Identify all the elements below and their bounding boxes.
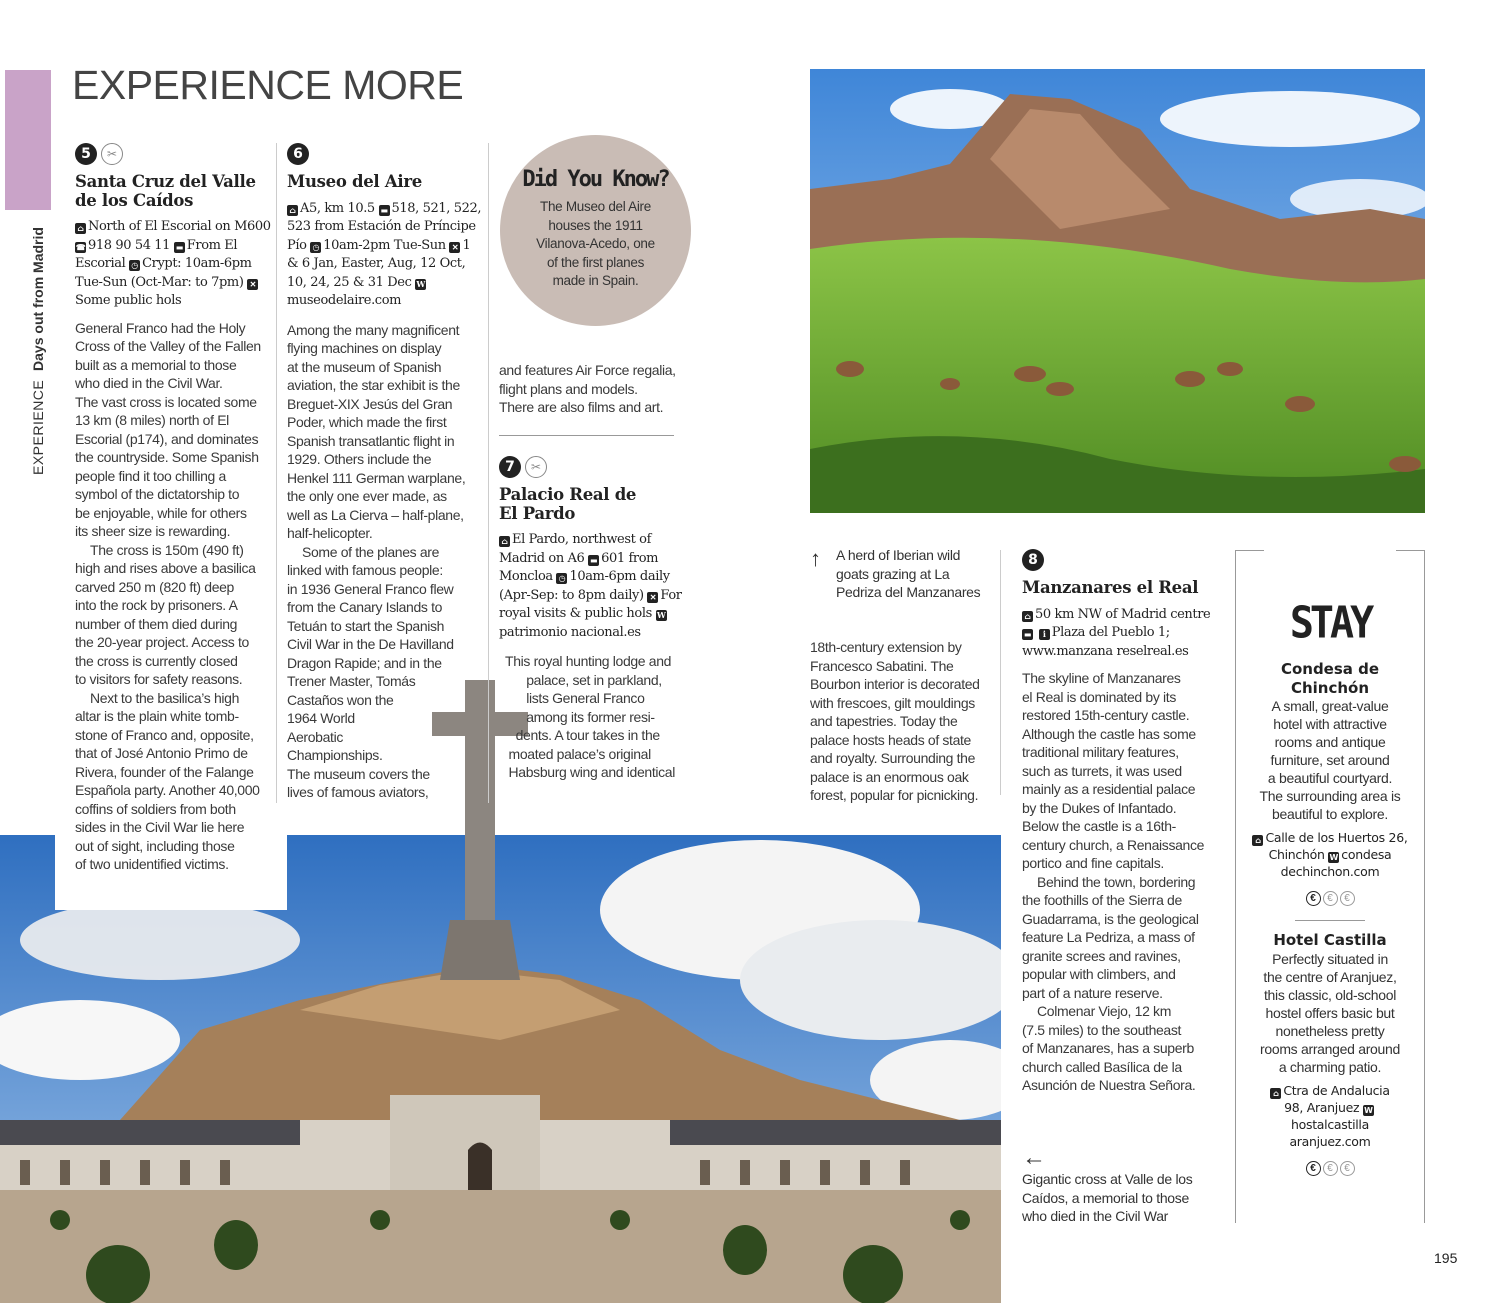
euro-icon-filled: € xyxy=(1306,1161,1321,1176)
caption-text: A herd of Iberian wild goats grazing at La Pedriza del Manzanares xyxy=(836,547,981,600)
address-text: El Pardo, northwest of Madrid on A6 xyxy=(499,532,652,566)
hotel-listing xyxy=(1236,660,1424,906)
body-paragraph: The skyline of Manzanares el Real is dominated by its restored 15th-century castle. Although the castle has some traditional military features, such as turrets, it was used mainly as a residential palace by the Dukes of Infantado. Below the castle is a 16th- century church, a Renaissance portico and fine capitals. xyxy=(1022,670,1205,871)
page-number: 195 xyxy=(1434,1250,1458,1266)
phone-text: 918 90 54 11 xyxy=(88,237,171,253)
column-divider xyxy=(276,143,277,803)
address-text: North of El Escorial on M600 xyxy=(88,219,271,234)
column-divider xyxy=(488,143,489,803)
section-divider xyxy=(499,435,674,436)
divider xyxy=(1295,920,1365,921)
entry-6 xyxy=(287,143,482,802)
entry-title: Manzanares el Real xyxy=(1022,578,1199,597)
closed-text: For royal visits & public hols xyxy=(499,587,682,621)
entry-number-badge: 7 xyxy=(499,456,521,478)
entry-6-continued xyxy=(499,361,689,436)
bus-icon: ▬ xyxy=(1023,629,1032,639)
clock-icon: ◷ xyxy=(556,573,567,584)
body-paragraph: and features Air Force regalia, flight plans and models. There are also films and art. xyxy=(499,362,676,415)
bus-icon: ▬ xyxy=(175,241,183,252)
hotel-name: Condesa de Chinchón xyxy=(1280,660,1380,697)
arrow-up-icon: ↑ xyxy=(810,546,821,571)
entry-info xyxy=(287,200,482,311)
page-title: EXPERIENCE MORE xyxy=(72,62,464,108)
closed-icon: ✕ xyxy=(449,242,460,253)
ticket-icon: ✂ xyxy=(101,143,123,165)
address-text: A5, km 10.5 xyxy=(300,200,375,216)
stay-heading: STAY xyxy=(1289,597,1371,649)
bus-text: 601 from Moncloa xyxy=(499,550,659,584)
body-paragraph: This royal hunting lodge and palace, set in parkland, lists General Franco among its former resi- dents. A tour takes in the moated palace’s original Habsburg wing and identical xyxy=(505,653,675,780)
section-sublabel: Days out from Madrid xyxy=(30,227,46,371)
euro-icon-empty: € xyxy=(1340,1161,1355,1176)
hours-text: 10am-6pm daily (Apr-Sep: to 8pm daily) xyxy=(499,569,670,603)
website-link[interactable]: patrimonio nacional.es xyxy=(499,624,641,640)
entry-5 xyxy=(75,143,275,874)
address-text: 50 km NW of Madrid centre xyxy=(1035,606,1211,622)
euro-icon-empty: € xyxy=(1340,891,1355,906)
hotel-name: Hotel Castilla xyxy=(1273,931,1387,949)
photo-goats-pedriza xyxy=(810,69,1425,513)
price-rating xyxy=(1236,1158,1424,1176)
website-link[interactable]: museodelaire.com xyxy=(287,293,402,308)
entry-number-badge: 8 xyxy=(1022,549,1044,571)
clock-icon: ◷ xyxy=(129,260,140,271)
info-icon: i xyxy=(1039,629,1050,640)
closed-icon: ✕ xyxy=(647,592,658,603)
bus-icon: ▬ xyxy=(380,204,388,215)
body-paragraph: 18th-century extension by Francesco Sabatini. The Bourbon interior is decorated with frescoes, gilt mouldings and tapestries. Today the palace hosts heads of state and royalty. Surrounding the palace is an enormous oak forest, popular for picnicking. xyxy=(810,639,980,803)
column-divider xyxy=(1000,550,1001,795)
entry-title: Palacio Real de El Pardo xyxy=(499,485,637,523)
hotel-description: Perfectly situated in the centre of Aranjuez, this classic, old-school hostel offers basic but nonetheless pretty rooms arranged around a charming patio. xyxy=(1259,950,1400,1075)
website-icon: W xyxy=(1329,853,1339,862)
price-rating xyxy=(1236,888,1424,906)
hotel-details xyxy=(1236,1082,1424,1150)
body-paragraph: Some of the planes are linked with famous people: in 1936 General Franco flew from the Canary Islands to Tetuán to start the Spanish Civil War in the De Havilland Dragon Rapide; and in the Trener Master, Tomás Castaños won the 1964 World Aerobatic Championships. The museum covers the lives of famous aviators, xyxy=(287,543,454,800)
entry-number-badge: 6 xyxy=(287,143,309,165)
entry-title: Museo del Aire xyxy=(287,172,422,191)
bus-text: 518, 521, 522, 523 from Estación de Príncipe Pío xyxy=(287,200,482,253)
arrow-left-icon: ← xyxy=(1022,1144,1046,1171)
website-icon: W xyxy=(656,610,666,620)
euro-icon-empty: € xyxy=(1323,1161,1338,1176)
address-icon: ⌂ xyxy=(1022,611,1033,622)
body-paragraph: Among the many magnificent flying machines on display at the museum of Spanish aviation, the star exhibit is the Breguet-XIX Jesús del Gran Poder, which made the first Spanish transatlantic flight in 1929. Others include the Henkel 111 German warplane, the only one ever made, as well as La Cierva – half-plane, half-helicopter. xyxy=(287,321,466,541)
body-paragraph: The cross is 150m (490 ft) high and rises above a basilica carved 250 m (820 ft) deep into the rock by prisoners. A number of them died during the 20-year project. Access to the cross is currently closed to visitors for safety reasons. xyxy=(75,541,256,687)
entry-title: Santa Cruz del Valle de los Caídos xyxy=(75,172,256,210)
address-icon: ⌂ xyxy=(499,536,510,547)
closed-icon: ✕ xyxy=(247,279,258,290)
entry-info xyxy=(1022,606,1222,662)
phone-icon: ☎ xyxy=(75,241,86,252)
hotel-listing xyxy=(1236,931,1424,1176)
ticket-icon: ✂ xyxy=(525,456,547,478)
website-icon: W xyxy=(416,278,425,289)
closed-text: Some public hols xyxy=(75,293,182,308)
stay-box xyxy=(1235,550,1425,1223)
caption-text: Gigantic cross at Valle de los Caídos, a memorial to those who died in the Civil War xyxy=(1022,1171,1193,1224)
did-you-know-title: Did You Know? xyxy=(522,167,669,192)
entry-8 xyxy=(1022,549,1222,1095)
bus-text: From El Escorial xyxy=(75,237,238,271)
did-you-know-callout xyxy=(500,135,691,326)
caption-goats xyxy=(810,546,1005,602)
hotel-address: Calle de los Huertos 26, Chinchón xyxy=(1265,830,1408,862)
section-tab-label: EXPERIENCE xyxy=(30,379,46,475)
section-label xyxy=(30,227,46,475)
euro-icon-empty: € xyxy=(1323,891,1338,906)
hotel-details xyxy=(1236,829,1424,880)
address-icon: ⌂ xyxy=(1270,1088,1281,1099)
entry-7-continued xyxy=(810,638,1010,805)
info-text: Plaza del Pueblo 1; www.manzana reselreal.es xyxy=(1022,625,1189,659)
address-icon: ⌂ xyxy=(287,205,298,216)
did-you-know-text: The Museo del Aire houses the 1911 Vilanova-Acedo, one of the first planes made in Spain. xyxy=(536,199,655,288)
body-paragraph: Behind the town, bordering the foothills of the Sierra de Guadarrama, is the geological feature La Pedriza, a mass of granite screes and ravines, popular with climbers, and part of a nature reserve. xyxy=(1022,873,1199,1001)
hotel-website[interactable]: condesa dechinchon.com xyxy=(1280,847,1392,879)
hotel-address: Ctra de Andalucia 98, Aranjuez xyxy=(1283,1082,1390,1115)
entry-info xyxy=(75,218,275,311)
entry-7 xyxy=(499,456,691,782)
section-tab xyxy=(5,70,51,210)
hours-text: 10am-2pm Tue-Sun xyxy=(323,237,446,253)
body-paragraph: General Franco had the Holy Cross of the Valley of the Fallen built as a memorial to those who died in the Civil War. The vast cross is located some 13 km (8 miles) north of El Escorial (p174), and dominates the countryside. Some Spanish people find it too chilling a symbol of the dictatorship to be enjoyable, while for others its sheer size is rewarding. xyxy=(75,319,261,539)
website-icon: W xyxy=(1364,1105,1373,1115)
body-paragraph: Next to the basilica’s high altar is the plain white tomb- stone of Franco and, opposite, that of José Antonio Primo de Rivera, founder of the Falange Española party. Another 40,000 coffins of soldiers from both sides in the Civil War lie here out of sight, including those of two unidentified victims. xyxy=(75,689,260,872)
caption-cross xyxy=(1022,1146,1222,1226)
entry-number-badge: 5 xyxy=(75,143,97,165)
body-paragraph: Colmenar Viejo, 12 km (7.5 miles) to the southeast of Manzanares, has a superb church called Basílica de la Asunción de Nuestra Señora. xyxy=(1022,1003,1196,1093)
address-icon: ⌂ xyxy=(1252,835,1263,846)
hours-text: Crypt: 10am-6pm Tue-Sun (Oct-Mar: to 7pm) xyxy=(75,256,252,290)
closed-text: 1 & 6 Jan, Easter, Aug, 12 Oct, 10, 24, 25 & 31 Dec xyxy=(287,237,471,290)
hotel-website[interactable]: hostalcastilla aranjuez.com xyxy=(1289,1116,1371,1149)
address-icon: ⌂ xyxy=(75,223,86,234)
bus-icon: ▬ xyxy=(590,554,598,565)
clock-icon: ◷ xyxy=(310,242,321,253)
hotel-description: A small, great-value hotel with attractive rooms and antique furniture, set around a beautiful courtyard. The surrounding area is beautiful to explore. xyxy=(1259,698,1401,822)
entry-info xyxy=(499,531,691,642)
euro-icon-filled: € xyxy=(1306,891,1321,906)
